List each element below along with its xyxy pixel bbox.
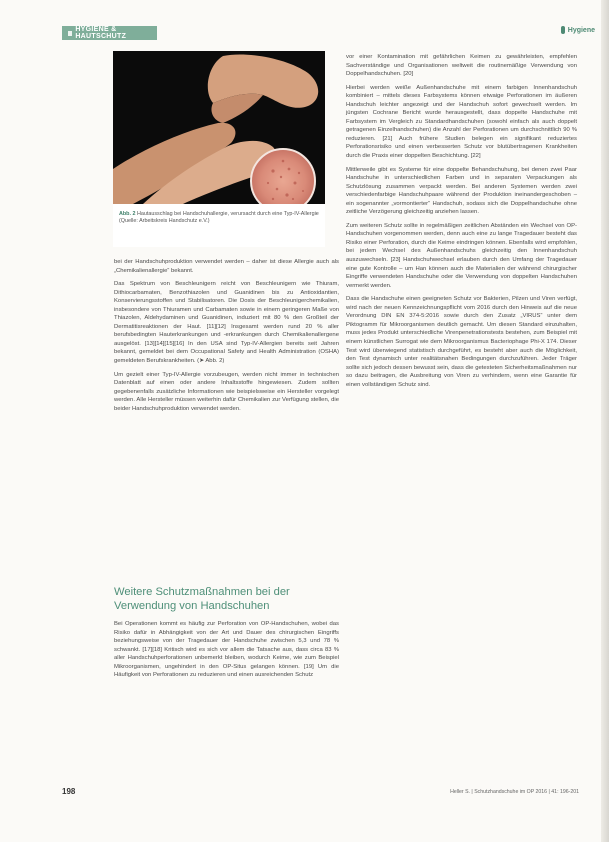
figure [113, 51, 325, 247]
page-number: 198 [62, 787, 76, 796]
paragraph: Dass die Handschuhe einen geeigneten Schutz vor Bakterien, Pilzen und Viren verfügt, wird nach der neuen Kennzeichnungspflicht vom 2016 durch den Hinweis auf die neue Verordnung DIN EN 374-5:2016 sowie durch den Zusatz „VIRUS“ unter dem Piktogramm für Mikroorganismen deutlich gemacht. Um diesen Standard einzuhalten, muss jedes Produkt unterschiedliche Virenpenetrationstests bestehen, zum Beispiel mit einem künstlichen Surrogat wie dem Mikroorganismus Bacteriophage Phi-X 174. Dieser Test wird überwiegend statistisch durchgeführt, es besteht aber auch die Möglichkeit, den Test dynamisch unter realitätsnahen Bedingungen durchzuführen. Jeder Träger sollte sich jedoch dessen bewusst sein, dass die getesteten Sicherheitsmaßnahmen nur so dazu beitragen, die Ausbreitung von Viren zu verhindern, wenn eine Garantie für einen vollständigen Schutz sind. [346, 296, 577, 388]
paragraph: bei der Handschuhproduktion verwendet werden – daher ist diese Allergie auch als „Chemikalienallergie“ bekannt. [114, 259, 339, 274]
left-column-bottom [114, 620, 339, 685]
square-icon [68, 31, 72, 36]
left-column-top [114, 258, 339, 418]
section-tag-label: HYGIENE & HAUTSCHUTZ [75, 26, 127, 40]
footer-citation: Heller S. | Schutzhandschuhe im OP 2016 | 41: 196-201 [450, 789, 579, 795]
paragraph: Das Spektrum von Beschleunigern reicht von Beschleunigern wie Thiuram, Dithiocarbamaten, Benzothiazolen und Guanidinen bis zu Antioxidantien, Konservierungsstoffen und Stabilisatoren. Die Dosis der Beschleunigerchemikalien, insbesondere von Thiuramen und Carbamaten sowie in einem geringeren Maße von Thiazolen, Aldehydaminen und Guanidinen, induziert mit 80 % den Großteil der Dermatitisreaktionen der Haut. [11][12] Insgesamt werden rund 20 % aller berufsbedingten Hauterkrankungen und -erkrankungen durch Chemikalienallergene ausgelöst. [13][14][15][16] In den USA sind Typ-IV-Allergien bereits seit Jahren bekannt, gemeldet bei dem Occupational Safety and Health Administration (OSHA) gemeldeten Berufskrankheiten. (➤ Abb. 2) [114, 281, 339, 365]
paragraph: Um gezielt einer Typ-IV-Allergie vorzubeugen, werden nicht immer in technischen Datenblatt auf einen oder andere Inhaltsstoffe hingewiesen. Zudem sollten gegebenenfalls zusätzliche Informationen wie beispielsweise ein Hersteller vorgelegt werden. Alle Hersteller müssen weiterhin dafür Chemikalien zur Verfügung stellen, die beider Handschuhproduktion verwendet werden. [114, 371, 339, 412]
figure-caption-label: Abb. 2 [119, 211, 136, 217]
paragraph: vor einer Kontamination mit gefährlichen Keimen zu gewährleisten, empfehlen Sachverständige und Organisationen weltweit die routinemäßige Verwendung von Doppelhandschuhen. [20] [346, 54, 577, 78]
right-column [346, 53, 577, 394]
figure-caption [119, 211, 319, 226]
hands-rash-image [113, 51, 325, 204]
running-header [561, 26, 595, 34]
running-header-label: Hygiene [567, 26, 595, 34]
paragraph: Hierbei werden weiße Außenhandschuhe mit einem farbigen Innenhandschuh kombiniert – mittels dieses Farbsystems können etwaige Perforationen im äußeren Handschuh leichter angezeigt und der Handschuh sofort gewechselt werden. Im jüngsten Cochrane Bericht wurde herausgestellt, dass doppelte Handschuhe mit Farbsystem im Vergleich zu Standardhandschuhen (sowohl einfach als auch doppelt getragenen Einzelhandschuhen) die Anzahl der Perforationen um durchschnittlich 90 % reduzieren. [21] Auch frühere Studien belegen ein signifikant reduziertes Perforationsrisiko und einen verbesserten Schutz vor blutübertragenen Krankheiten durch die Praxis einer doppelten Beschichtung. [22] [346, 84, 577, 160]
section-heading: Weitere Schutzmaßnahmen bei der Verwendung von Handschuhen [114, 586, 290, 612]
section-tag [62, 26, 157, 40]
paragraph: Mittlerweile gibt es Systeme für eine doppelte Behandschuhung, bei denen zwei Paar Handschuhe in unterschiedlichen Farben und in separaten Verpackungen als Schutzlösung zusammen verpackt werden. Bei anderen Systemen werden zwei verschiedenfarbige Handschuhpaare während der Produktion ineinandergeschoben – ein sogenannter „vormontierter“ Handschuh, sodass sich die Doppelhandschuhe ohne zeitliche Verzögerung gleichzeitig anziehen lassen. [346, 166, 577, 216]
paragraph: Bei Operationen kommt es häufig zur Perforation von OP-Handschuhen, wobei das Risiko dafür in Abhängigkeit von der Art und Dauer des chirurgischen Eingriffs beziehungsweise von der Tragedauer der Handschuhe zwischen 5,3 und 78 % schwankt. [17][18] Kritisch wird es sich vor allem die Tatsache aus, dass circa 83 % aller Handschuhperforationen unbemerkt bleiben, wodurch Keime, wie zum Beispiel Mikroorganismen, ungehindert in den OP-Situs gelangen können. [19] Um die Häufigkeit von Perforationen zu reduzieren und einen ausreichenden Schutz [114, 621, 339, 679]
figure-caption-text: Hautausschlag bei Handschuhallergie, verursacht durch eine Typ-IV-Allergie (Quelle: Arbeitskreis Handschutz e.V.) [119, 211, 319, 225]
hygiene-icon [561, 26, 565, 34]
paragraph: Zum weiteren Schutz sollte in regelmäßigen zeitlichen Abständen ein Wechsel von OP-Handschuhen vorgenommen werden, denn auch eine zu lange Tragedauer besteht das Risiko einer Perforation, durch die Keime eindringen können. Ebenfalls wird empfohlen, bei jedem Wechsel des Außenhandschuhs gleichzeitig den Innenhandschuh auszuwechseln. [23] Handschuhwechsel erlauben durch den Umfang der Tragedauer eine gute Kontrolle – um Han können auch die Materialien der während chirurgischer Eingriffe verwendeten Handschuhe oder die Verwendung von doppelten Handschuhen vermerkt werden. [346, 222, 577, 289]
figure-photo [113, 51, 325, 204]
page-edge [601, 0, 609, 842]
